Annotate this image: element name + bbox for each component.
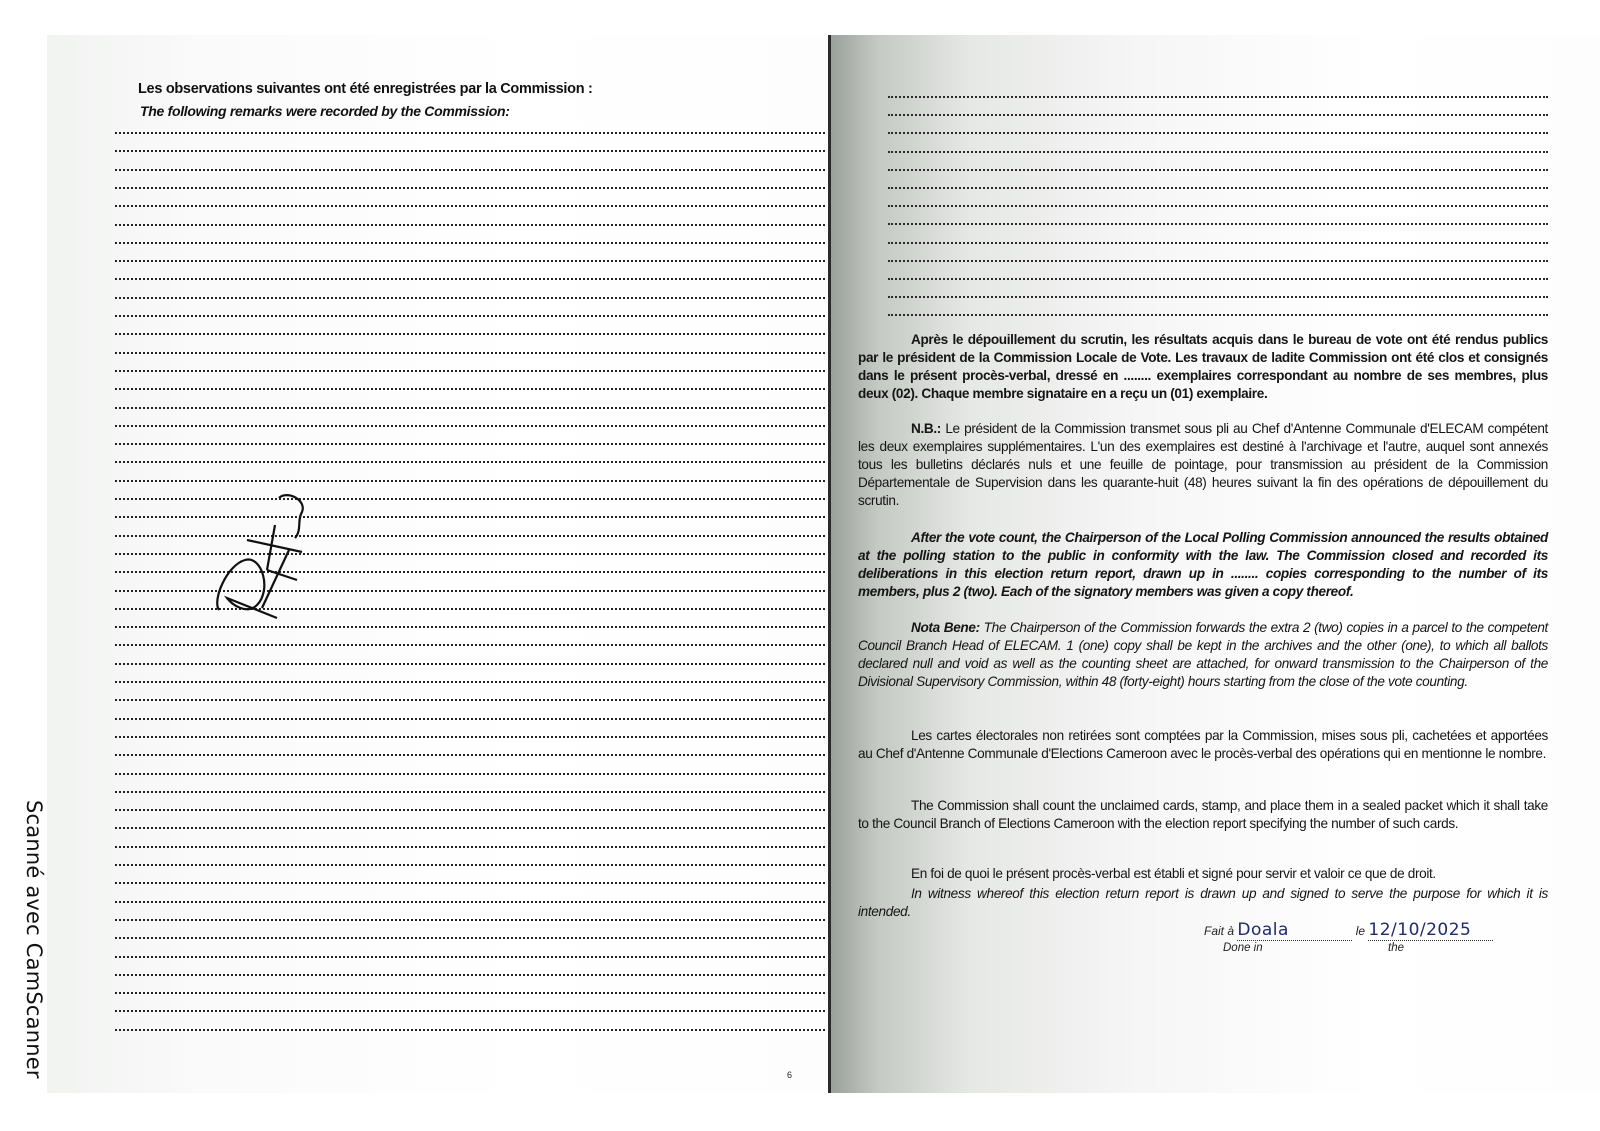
remark-line <box>115 132 825 134</box>
remark-line <box>115 480 825 482</box>
date-label-en: the <box>1388 942 1404 954</box>
witness-paragraph-fr: En foi de quoi le présent procès-verbal est établi et signé pour servir et valoir ce que de droit. <box>911 866 1436 881</box>
remark-line <box>115 150 825 152</box>
remark-line <box>115 242 825 244</box>
remark-line <box>888 278 1548 280</box>
remark-line <box>888 260 1548 262</box>
remark-line <box>115 699 825 701</box>
place-handwritten: Doala <box>1237 920 1289 940</box>
remark-line <box>115 681 825 683</box>
remark-line <box>888 223 1548 225</box>
remark-line <box>115 974 825 976</box>
nb-paragraph-en: Nota Bene: The Chairperson of the Commission forwards the extra 2 (two) copies in a parcel to the competent Council Branch Head of ELECAM. 1 (one) copy shall be kept in the archives and the other (one), to which all ballots declared null and void as well as the counting sheet are attached, for onward transmission to the Chairperson of the Divisional Supervisory Commission, within 48 (forty-eight) hours starting from the close of the vote counting. <box>858 620 1548 689</box>
remark-line <box>115 205 825 207</box>
page-number: 6 <box>787 1070 793 1080</box>
remark-line <box>115 425 825 427</box>
remark-line <box>115 461 825 463</box>
left-page <box>47 35 832 1093</box>
remark-line <box>115 187 825 189</box>
done-in-label-en: Done in <box>1223 942 1263 954</box>
done-in-label-fr: Fait à <box>1204 924 1235 938</box>
remark-line <box>115 809 825 811</box>
remark-line <box>888 132 1548 134</box>
remarks-heading-fr: Les observations suivantes ont été enregistrées par la Commission : <box>138 81 593 97</box>
remark-line <box>888 187 1548 189</box>
camscanner-watermark <box>20 800 50 1100</box>
remark-line <box>115 1029 825 1031</box>
remark-line <box>115 718 825 720</box>
remark-line <box>115 352 825 354</box>
remark-line <box>115 663 825 665</box>
remark-line <box>115 278 825 280</box>
remark-line <box>115 882 825 884</box>
results-paragraph-fr: Après le dépouillement du scrutin, les résultats acquis dans le bureau de vote ont été rendus publics par le président de la Commission Locale de Vote. Les travaux de ladite Commission ont été clos et consignés dans le présent procès-verbal, dressé en ........ exemplaires correspondant au nombre de ses membres, plus deux (02). Chaque membre signataire en a reçu un (01) exemplaire. <box>858 332 1548 401</box>
remark-line <box>115 260 825 262</box>
remark-line <box>115 1010 825 1012</box>
remark-line <box>115 754 825 756</box>
remark-line <box>115 956 825 958</box>
remark-line <box>115 224 825 226</box>
remark-line <box>115 644 825 646</box>
remark-line <box>888 242 1548 244</box>
handwritten-ras-remark <box>207 490 327 630</box>
nb-paragraph-fr: N.B.: Le président de la Commission transmet sous pli au Chef d'Antenne Communale d'ELECAM compétent les deux exemplaires supplémentaires. L'un des exemplaires est destiné à l'archivage et l'autre, auquel sont annexés tous les bulletins déclarés nuls et une feuille de pointage, pour transmission au président de la Commission Départementale de Supervision dans les quarante-huit (48) heures suivant la fin des opérations de dépouillement du scrutin. <box>858 421 1548 508</box>
remark-line <box>115 736 825 738</box>
remark-line <box>115 297 825 299</box>
remark-line <box>115 443 825 445</box>
remark-line <box>115 919 825 921</box>
remark-line <box>115 773 825 775</box>
remark-line <box>888 296 1548 298</box>
remark-line <box>115 901 825 903</box>
witness-paragraph-en: In witness whereof this election return report is drawn up and signed to serve the purpose for which it is intended. <box>858 886 1548 919</box>
remark-line <box>115 169 825 171</box>
remark-line <box>115 992 825 994</box>
right-page <box>828 35 1600 1093</box>
remark-line <box>115 333 825 335</box>
remark-line <box>115 791 825 793</box>
signature-place-date <box>1204 920 1493 941</box>
cards-paragraph-en: The Commission shall count the unclaimed cards, stamp, and place them in a sealed packet which it shall take to the Council Branch of Elections Cameroon with the election report specifying the number of such cards. <box>858 798 1548 831</box>
remark-line <box>888 96 1548 98</box>
cards-paragraph-fr: Les cartes électorales non retirées sont comptées par la Commission, mises sous pli, cachetées et apportées au Chef d'Antenne Communale d'Elections Cameroon avec le procès-verbal des opérations qui en mentionne le nombre. <box>858 728 1548 761</box>
remark-line <box>888 169 1548 171</box>
results-paragraph-en: After the vote count, the Chairperson of the Local Polling Commission announced the results obtained at the polling station to the public in conformity with the law. The Commission closed and recorded its deliberations in this election return report, drawn up in ........ copies corresponding to the number of its members, plus 2 (two). Each of the signatory members was given a copy thereof. <box>858 530 1548 599</box>
remark-line <box>115 827 825 829</box>
remark-line <box>115 388 825 390</box>
remark-line <box>888 114 1548 116</box>
remark-line <box>115 315 825 317</box>
remark-line <box>115 370 825 372</box>
nb-label-fr: N.B.: <box>911 421 941 436</box>
remark-line <box>115 864 825 866</box>
date-label-fr: le <box>1355 924 1366 938</box>
nb-label-en: Nota Bene: <box>911 620 980 635</box>
remark-line <box>888 151 1548 153</box>
remark-line <box>115 846 825 848</box>
date-field[interactable] <box>1368 920 1493 941</box>
remarks-heading-en: The following remarks were recorded by the Commission: <box>140 103 510 119</box>
place-field[interactable] <box>1237 920 1352 941</box>
remark-line <box>115 937 825 939</box>
watermark-text: Scanné avec CamScanner <box>22 800 46 1079</box>
date-handwritten: 12/10/2025 <box>1368 920 1472 940</box>
remark-line <box>888 314 1548 316</box>
remark-line <box>115 407 825 409</box>
remark-line <box>888 205 1548 207</box>
